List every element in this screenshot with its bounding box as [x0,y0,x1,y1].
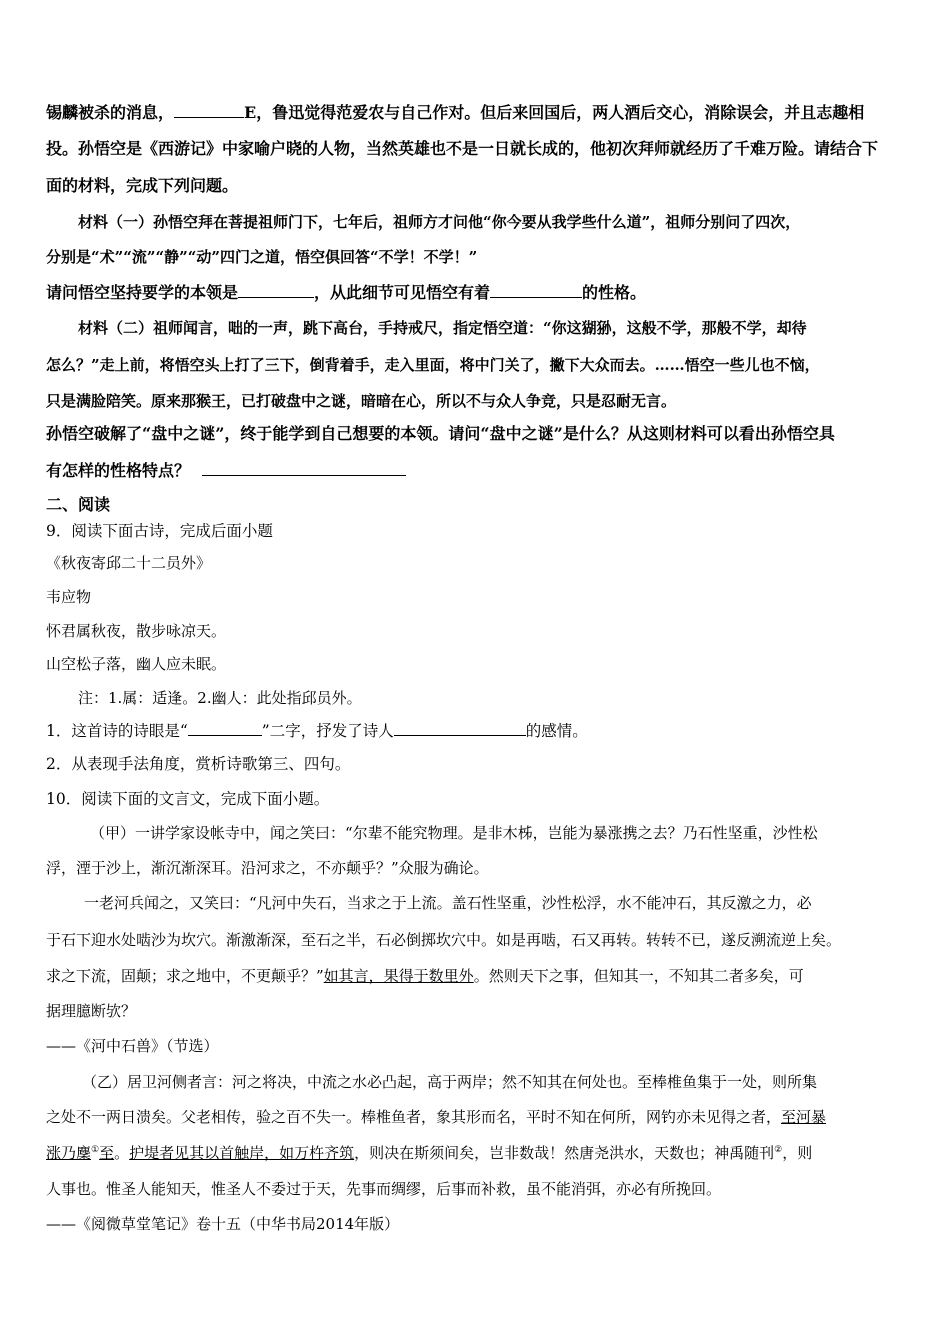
poem-author: 韦应物 [46,588,92,606]
passage-b-source: ——《阅微草堂笔记》卷十五（中华书局2014年版） [46,1215,400,1233]
answer-blank [188,719,262,736]
material-2-line-1: 材料（二）祖师闻言，咄的一声，跳下高台，手持戒尺，指定悟空道：“你这猢狲，这般不学，那般不学，却待 [78,319,807,337]
question-9-sub-2: 2．从表现手法角度，赏析诗歌第三、四句。 [46,755,351,773]
material-2-line-3: 只是满脸陪笑。原来那猴王，已打破盘中之谜，暗暗在心，所以不与众人争竞，只是忍耐无言。 [46,392,677,410]
poem-line-1: 怀君属秋夜，散步咏凉天。 [46,622,227,640]
section-heading: 二、阅读 [46,495,111,514]
question-2-line-2: 有怎样的性格特点？ [46,459,406,482]
passage-a-line-4: 于石下迎水处啮沙为坎穴。渐激渐深，至石之半，石必倒掷坎穴中。如是再啮，石又再转。转转不已，遂反溯流逆上矣。 [46,931,842,949]
question-10-intro: 10．阅读下面的文言文，完成下面小题。 [46,790,330,808]
footnote-marker: ② [774,1145,783,1155]
passage-a-line-6: 据理臆断欤？ [46,1002,137,1020]
para-1-line-1: 锡麟被杀的消息， E，鲁迅觉得范爱农与自己作对。但后来回国后，两人酒后交心，消除误会，并且志趣相 [46,103,865,122]
material-1-line-1: 材料（一）孙悟空拜在菩提祖师门下，七年后，祖师方才问他“你今要从我学些什么道”，祖师分别问了四次， [78,213,801,231]
poem-title: 《秋夜寄邱二十二员外》 [46,554,212,572]
question-9-intro: 9．阅读下面古诗，完成后面小题 [46,522,273,540]
answer-blank [238,281,314,298]
poem-note: 注：1.属：适逢。2.幽人：此处指邱员外。 [78,689,362,707]
passage-a-line-2: 浮，湮于沙上，渐沉渐深耳。沿河求之，不亦颠乎？”众服为确论。 [46,859,489,877]
poem-line-2: 山空松子落，幽人应未眠。 [46,655,227,673]
passage-b-line-4: 人事也。惟圣人能知天，惟圣人不委过于天，先事而绸缪，后事而补救，虽不能消弭，亦必有所挽回。 [46,1180,722,1198]
answer-blank [174,101,244,118]
para-1-line-2: 投。孙悟空是《西游记》中家喻户晓的人物，当然英雄也不是一日就长成的，他初次拜师就经历了千难万险。请结合下 [46,139,879,158]
material-1-line-2: 分别是“术”“流”“静”“动”四门之道，悟空俱回答“不学！不学！” [46,248,478,266]
question-2-line-1: 孙悟空破解了“盘中之谜”，终于能学到自己想要的本领。请问“盘中之谜”是什么？从这则材料可以看出孙悟空具 [46,424,835,443]
footnote-marker: ① [91,1145,100,1155]
material-2-line-2: 怎么？”走上前，将悟空头上打了三下，倒背着手，走入里面，将中门关了，撇下大众而去。……悟空一些儿也不恼， [46,356,820,374]
passage-a-line-3: 一老河兵闻之，又笑曰：“凡河中失石，当求之于上流。盖石性坚重，沙性松浮，水不能冲石，其反激之力，必 [84,894,812,912]
answer-blank [490,281,582,298]
underlined-sentence: 至河暴 [781,1108,827,1126]
answer-blank [394,719,526,736]
passage-a-source: ——《河中石兽》（节选） [46,1037,219,1055]
passage-a-line-5: 求之下流，固颠；求之地中，不更颠乎？”如其言，果得于数里外。然则天下之事，但知其一，不知其二者多矣，可 [46,967,804,985]
passage-b-line-2: 之处不一两日溃矣。父老相传，验之百不失一。棒椎鱼者，象其形而名，平时不知在何所，网钓亦未见得之者，至河暴 [46,1108,827,1126]
passage-b-line-1: （乙）居卫河侧者言：河之将决，中流之水必凸起，高于两岸；然不知其在何处也。至棒椎鱼集于一处，则所集 [82,1073,818,1091]
passage-a-line-1: （甲）一讲学家设帐寺中，闻之笑曰：“尔辈不能究物理。是非木柹，岂能为暴涨携之去？乃石性坚重，沙性松 [90,824,818,842]
underlined-sentence: 护堤者见其以首触岸，如万杵齐筑 [129,1144,355,1162]
answer-blank [202,459,406,476]
question-9-sub-1: 1．这首诗的诗眼是“ ”二字，抒发了诗人 的感情。 [46,719,588,742]
passage-b-line-3: 涨乃麇①至。护堤者见其以首触岸，如万杵齐筑，则决在斯须间矣，岂非数哉！然唐尧洪水，天数也；神禹随刊②，则 [46,1144,813,1162]
underlined-sentence: 如其言，果得于数里外 [323,967,474,985]
para-1-line-3: 面的材料，完成下列问题。 [46,176,239,195]
question-1: 请问悟空坚持要学的本领是 ，从此细节可见悟空有着 的性格。 [46,283,647,302]
